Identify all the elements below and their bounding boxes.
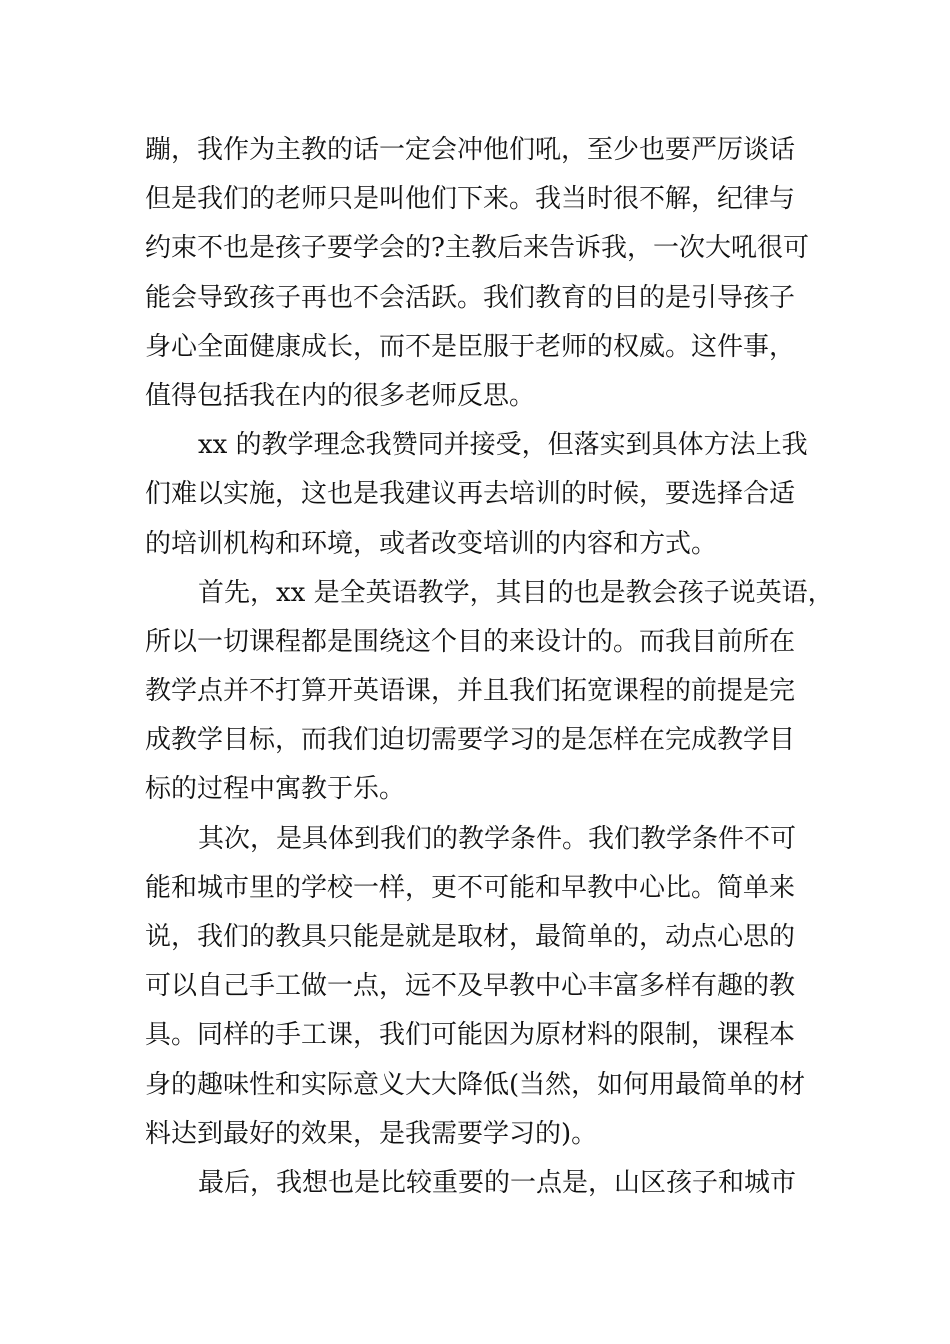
text-line: 能和城市里的学校一样，更不可能和早教中心比。简单来: [145, 872, 796, 903]
text-line: 可以自己手工做一点，远不及早教中心丰富多样有趣的教: [145, 971, 796, 1002]
text-line: xx 的教学理念我赞同并接受，但落实到具体方法上我: [198, 430, 808, 461]
paragraph-last-point: [145, 1159, 810, 1208]
paragraph-continued: [145, 126, 810, 421]
text-line: 值得包括我在内的很多老师反思。: [145, 380, 536, 411]
paragraph-first-point: [145, 569, 834, 815]
text-line: 但是我们的老师只是叫他们下来。我当时很不解，纪律与: [145, 184, 796, 215]
text-line: 身心全面健康成长，而不是臣服于老师的权威。这件事，: [145, 331, 796, 362]
paragraph-second-point: [145, 815, 810, 1159]
text-line: 教学点并不打算开英语课，并且我们拓宽课程的前提是完: [145, 676, 796, 707]
text-line: 身的趣味性和实际意义大大降低(当然，如何用最简单的材: [145, 1069, 806, 1100]
text-line: 所以一切课程都是围绕这个目的来设计的。而我目前所在: [145, 626, 796, 657]
text-line: 首先，xx 是全英语教学，其目的也是教会孩子说英语，: [198, 577, 834, 608]
text-line: 们难以实施，这也是我建议再去培训的时候，要选择合适: [145, 479, 796, 510]
text-line: 料达到最好的效果，是我需要学习的)。: [145, 1118, 598, 1149]
text-line: 标的过程中寓教于乐。: [145, 774, 406, 805]
text-line: 最后，我想也是比较重要的一点是，山区孩子和城市: [198, 1167, 797, 1198]
text-line: 成教学目标，而我们迫切需要学习的是怎样在完成教学目: [145, 725, 796, 756]
text-line: 说，我们的教具只能是就是取材，最简单的，动点心思的: [145, 922, 796, 952]
document-body: [145, 126, 834, 1208]
text-line: 蹦，我作为主教的话一定会冲他们吼，至少也要严厉谈话: [145, 135, 796, 165]
text-line: 约束不也是孩子要学会的?主教后来告诉我，一次大吼很可: [145, 233, 809, 264]
paragraph-teaching-philosophy: [145, 421, 810, 569]
text-line: 其次，是具体到我们的教学条件。我们教学条件不可: [198, 823, 797, 854]
text-line: 的培训机构和环境，或者改变培训的内容和方式。: [145, 528, 718, 559]
text-line: 能会导致孩子再也不会活跃。我们教育的目的是引导孩子: [145, 282, 796, 313]
text-line: 具。同样的手工课，我们可能因为原材料的限制，课程本: [145, 1020, 796, 1051]
